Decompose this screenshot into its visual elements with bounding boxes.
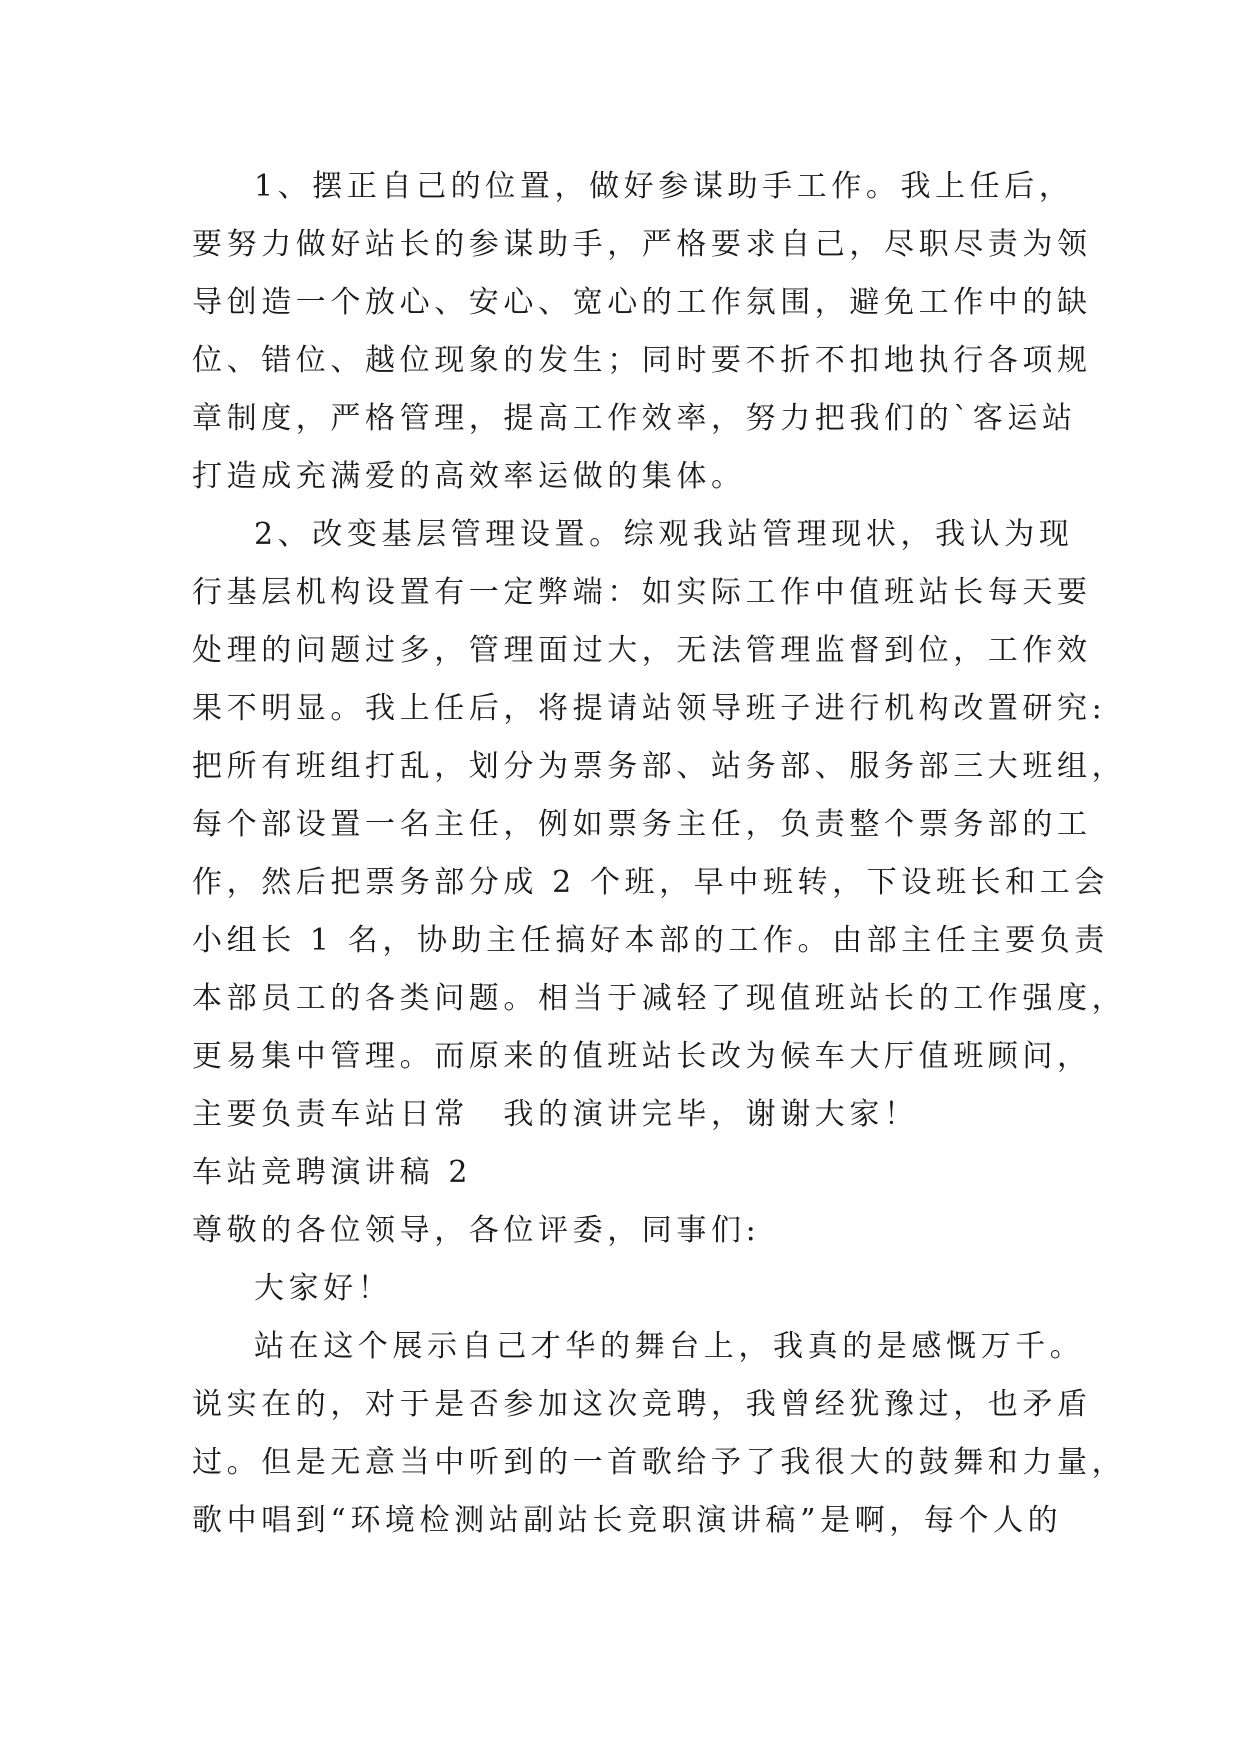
paragraph-line: 位、错位、越位现象的发生；同时要不折不扣地执行各项规 [192,343,1092,378]
paragraph-line: 每个部设置一名主任，例如票务主任，负责整个票务部的工 [192,807,1092,842]
paragraph-line: 1、摆正自己的位置，做好参谋助手工作。我上任后， [254,169,1074,204]
salutation: 尊敬的各位领导，各位评委，同事们: [192,1213,761,1248]
paragraph-line: 果不明显。我上任后，将提请站领导班子进行机构改置研究: [192,691,1107,726]
paragraph-line: 导创造一个放心、安心、宽心的工作氛围，避免工作中的缺 [192,285,1092,320]
paragraph-line: 主要负责车站日常 我的演讲完毕，谢谢大家！ [192,1097,919,1132]
paragraph-line: 把所有班组打乱，划分为票务部、站务部、服务部三大班组， [192,749,1127,784]
paragraph-line: 作，然后把票务部分成 2 个班，早中班转，下设班长和工会 [192,865,1109,900]
paragraph-line: 小组长 1 名，协助主任搞好本部的工作。由部主任主要负责 [192,923,1109,958]
paragraph-line: 章制度，严格管理，提高工作效率，努力把我们的`客运站 [192,401,1077,436]
paragraph-line: 歌中唱到“环境检测站副站长竞职演讲稿”是啊，每个人的 [192,1503,1063,1538]
paragraph-line: 行基层机构设置有一定弊端：如实际工作中值班站长每天要 [192,575,1092,610]
paragraph-line: 站在这个展示自己才华的舞台上，我真的是感慨万千。 [254,1329,1085,1364]
greeting: 大家好！ [254,1271,393,1306]
paragraph-line: 要努力做好站长的参谋助手，严格要求自己，尽职尽责为领 [192,227,1092,262]
paragraph-line: 过。但是无意当中听到的一首歌给予了我很大的鼓舞和力量， [192,1445,1127,1480]
section-title: 车站竞聘演讲稿 2 [192,1155,473,1190]
paragraph-line: 本部员工的各类问题。相当于减轻了现值班站长的工作强度， [192,981,1127,1016]
paragraph-line: 2、改变基层管理设置。综观我站管理现状，我认为现 [254,517,1074,552]
paragraph-line: 说实在的，对于是否参加这次竞聘，我曾经犹豫过，也矛盾 [192,1387,1092,1422]
paragraph-line: 更易集中管理。而原来的值班站长改为候车大厅值班顾问， [192,1039,1092,1074]
paragraph-line: 打造成充满爱的高效率运做的集体。 [192,459,746,494]
paragraph-line: 处理的问题过多，管理面过大，无法管理监督到位，工作效 [192,633,1092,668]
